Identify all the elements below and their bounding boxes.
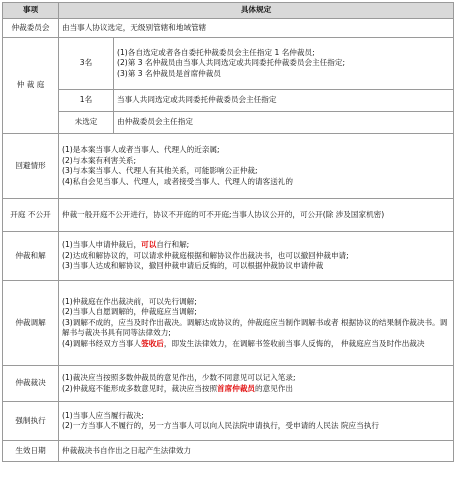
list-item: (1)当事人应当履行裁决; — [62, 410, 144, 420]
row-settlement — [3, 232, 454, 281]
row-effective — [3, 441, 454, 462]
table-header-row — [3, 3, 454, 19]
tribunal-one-label: 1名 — [59, 90, 114, 112]
row-committee — [3, 19, 454, 38]
hearing-content: 仲裁一般开庭不公开进行，协议不开庭的可不开庭;当事人协议公开的，可公开(除 涉及国家机密) — [59, 199, 454, 232]
enforcement-content — [59, 402, 454, 441]
list-item: (1)各自选定或者各自委托仲裁委员会主任指定 1 名仲裁员; — [117, 47, 315, 57]
list-item: (2)当事人自愿调解的，仲裁庭应当调解; — [62, 307, 197, 317]
row-tribunal-three — [3, 38, 454, 90]
recusal-label: 回避情形 — [3, 134, 59, 199]
hearing-label: 开庭 不公开 — [3, 199, 59, 232]
committee-label: 仲裁委员会 — [3, 19, 59, 38]
list-item: (3)当事人达成和解协议，撤回仲裁申请后反悔的，可以根据仲裁协议申请仲裁 — [62, 261, 324, 271]
list-item: (1)仲裁庭在作出裁决前，可以先行调解; — [62, 296, 197, 306]
row-tribunal-unselected — [3, 112, 454, 134]
row-recusal — [3, 134, 454, 199]
committee-content: 由当事人协议选定，无级别管辖和地域管辖 — [59, 19, 454, 38]
row-award — [3, 366, 454, 402]
list-item: (1)裁决应当按照多数仲裁员的意见作出，少数不同意见可以记入笔录; — [62, 373, 296, 382]
enforcement-label: 强制执行 — [3, 402, 59, 441]
tribunal-unselected-content: 由仲裁委员会主任指定 — [114, 112, 454, 134]
list-item: (2)第 3 名仲裁员由当事人共同选定或共同委托仲裁委员会主任指定; — [117, 58, 346, 68]
effective-label: 生效日期 — [3, 441, 59, 462]
tribunal-three-content — [114, 38, 454, 90]
list-item: (2)达成和解协议的，可以请求仲裁庭根据和解协议作出裁决书，也可以撤回仲裁申请; — [62, 250, 349, 260]
highlight-text: 签收后 — [141, 338, 164, 348]
effective-content: 仲裁裁决书自作出之日起产生法律效力 — [59, 441, 454, 462]
highlight-text: 首席仲裁员 — [217, 383, 256, 393]
highlight-text: 可以 — [141, 240, 157, 250]
tribunal-label: 仲 裁 庭 — [3, 38, 59, 134]
list-item: (2)一方当事人不履行的，另一方当事人可以向人民法院申请执行，受申请的人民法 院应当执行 — [62, 421, 379, 430]
mediation-content — [59, 281, 454, 366]
list-item: (2)仲裁庭不能形成多数意见时，裁决应当按照首席仲裁员的意见作出 — [62, 383, 293, 393]
list-item: (4)私自会见当事人、代理人，或者接受当事人、代理人的请客送礼的 — [62, 176, 293, 186]
list-item: (3)调解不成的，应当及时作出裁决。调解达成协议的，仲裁庭应当制作调解书或者 根据协议的结果制作裁决书。调解书与裁决书具有同等法律效力; — [62, 317, 448, 338]
list-item: (3)与本案当事人、代理人有其他关系，可能影响公正仲裁; — [62, 166, 258, 175]
row-enforcement — [3, 402, 454, 441]
list-item: (4)调解书经双方当事人签收后，即发生法律效力，在调解书签收前当事人反悔的， 仲裁庭应当及时作出裁决 — [62, 338, 425, 348]
list-item: (3)第 3 名仲裁员是首席仲裁员 — [117, 68, 221, 78]
list-item: (1)当事人申请仲裁后，可以自行和解; — [62, 240, 190, 250]
list-item: (2)与本案有利害关系; — [62, 155, 137, 165]
header-item: 事项 — [3, 3, 59, 19]
list-item: (1)是本案当事人或者当事人、代理人的近亲属; — [62, 145, 220, 154]
award-label: 仲裁裁决 — [3, 366, 59, 402]
tribunal-unselected-label: 未选定 — [59, 112, 114, 134]
settlement-content — [59, 232, 454, 281]
award-content — [59, 366, 454, 402]
row-tribunal-one — [3, 90, 454, 112]
row-hearing — [3, 199, 454, 232]
header-rule: 具体规定 — [59, 3, 454, 19]
tribunal-three-label: 3名 — [59, 38, 114, 90]
tribunal-one-content: 当事人共同选定或共同委托仲裁委员会主任指定 — [114, 90, 454, 112]
settlement-label: 仲裁和解 — [3, 232, 59, 281]
mediation-label: 仲裁调解 — [3, 281, 59, 366]
recusal-content — [59, 134, 454, 199]
arbitration-rules-table — [2, 2, 454, 462]
row-mediation — [3, 281, 454, 366]
